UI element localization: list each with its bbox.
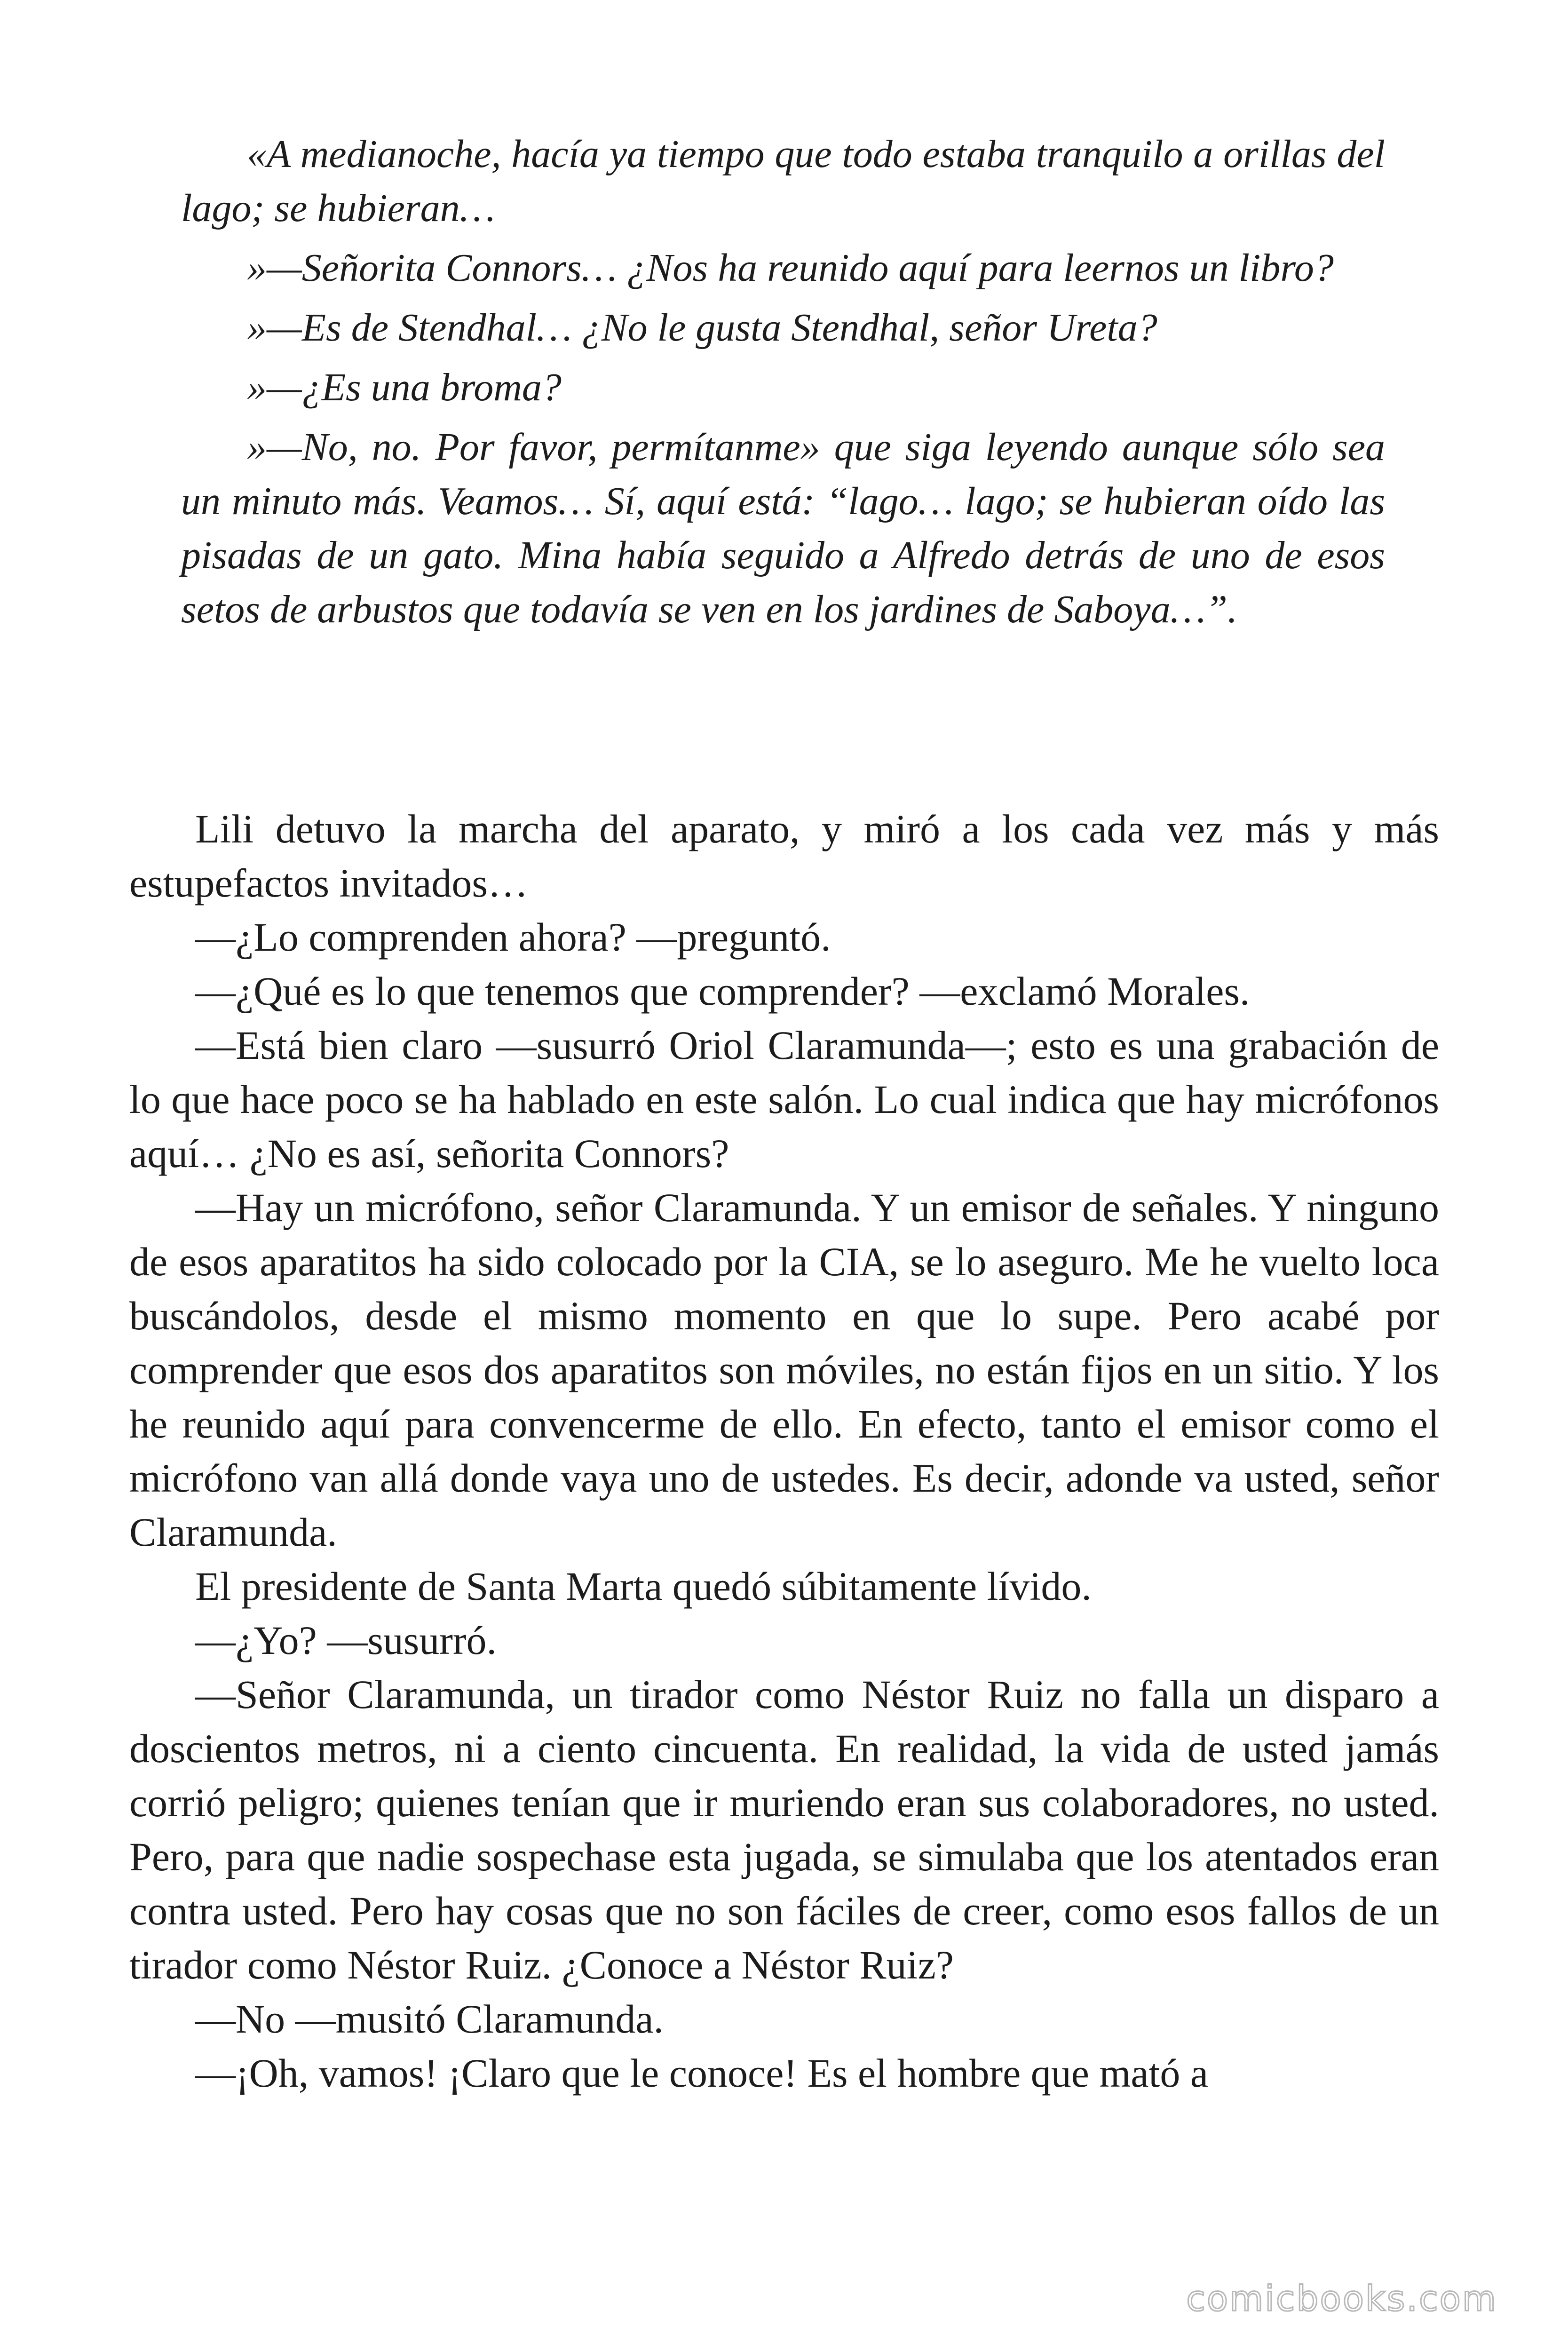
watermark: comicbooks.com: [1186, 2279, 1497, 2319]
narrative-paragraph: El presidente de Santa Marta quedó súbitamente lívido.: [195, 1564, 1092, 1609]
narrative-paragraph: —Hay un micrófono, señor Claramunda. Y un emisor de señales. Y ninguno de esos aparatitos ha sido colocado por la CIA, se lo aseguro. Me he vuelto loca buscándolos, desde el mismo momento en que lo supe. Pero acabé por comprender que esos dos aparatitos son móviles, no están fijos en un sitio. Y los he reunido aquí para convencerme de ello. En efecto, tanto el emisor como el micrófono van allá donde vaya uno de ustedes. Es decir, adonde va usted, señor Claramunda.: [129, 1185, 1439, 1555]
quote-paragraph: »—Señorita Connors… ¿Nos ha reunido aquí para leernos un libro?: [247, 246, 1334, 290]
narrative-paragraph: —Señor Claramunda, un tirador como Néstor Ruiz no falla un disparo a doscientos metros, ni a ciento cincuenta. En realidad, la vida de usted jamás corrió peligro; quienes tenían que ir muriendo eran sus colaboradores, no usted. Pero, para que nadie sospechase esta jugada, se simulaba que los atentados eran contra usted. Pero hay cosas que no son fáciles de creer, como esos fallos de un tirador como Néstor Ruiz. ¿Conoce a Néstor Ruiz?: [129, 1672, 1439, 1987]
narrative-text: [129, 802, 1439, 2100]
narrative-paragraph: —¿Lo comprenden ahora? —preguntó.: [195, 914, 831, 960]
quote-paragraph: »—No, no. Por favor, permítanme» que siga leyendo aunque sólo sea un minuto más. Veamos… Sí, aquí está: “lago… lago; se hubieran oído las pisadas de un gato. Mina había seguido a Alfredo detrás de uno de esos setos de arbustos que todavía se ven en los jardines de Saboya…”.: [181, 425, 1385, 631]
quote-paragraph: »—¿Es una broma?: [247, 366, 562, 409]
narrative-paragraph: —¿Qué es lo que tenemos que comprender? —exclamó Morales.: [195, 969, 1250, 1014]
narrative-paragraph: —¡Oh, vamos! ¡Claro que le conoce! Es el hombre que mató a: [195, 2050, 1209, 2096]
narrative-paragraph: —¿Yo? —susurró.: [195, 1618, 497, 1663]
narrative-paragraph: —Está bien claro —susurró Oriol Claramunda—; esto es una grabación de lo que hace poco se ha hablado en este salón. Lo cual indica que hay micrófonos aquí… ¿No es así, señorita Connors?: [129, 1023, 1439, 1176]
quoted-passage: [181, 127, 1385, 642]
narrative-paragraph: Lili detuvo la marcha del aparato, y miró a los cada vez más y más estupefactos invitados…: [129, 806, 1439, 906]
quote-paragraph: «A medianoche, hacía ya tiempo que todo estaba tranquilo a orillas del lago; se hubieran…: [181, 132, 1385, 230]
quote-paragraph: »—Es de Stendhal… ¿No le gusta Stendhal, señor Ureta?: [247, 306, 1157, 350]
narrative-paragraph: —No —musitó Claramunda.: [195, 1996, 664, 2042]
